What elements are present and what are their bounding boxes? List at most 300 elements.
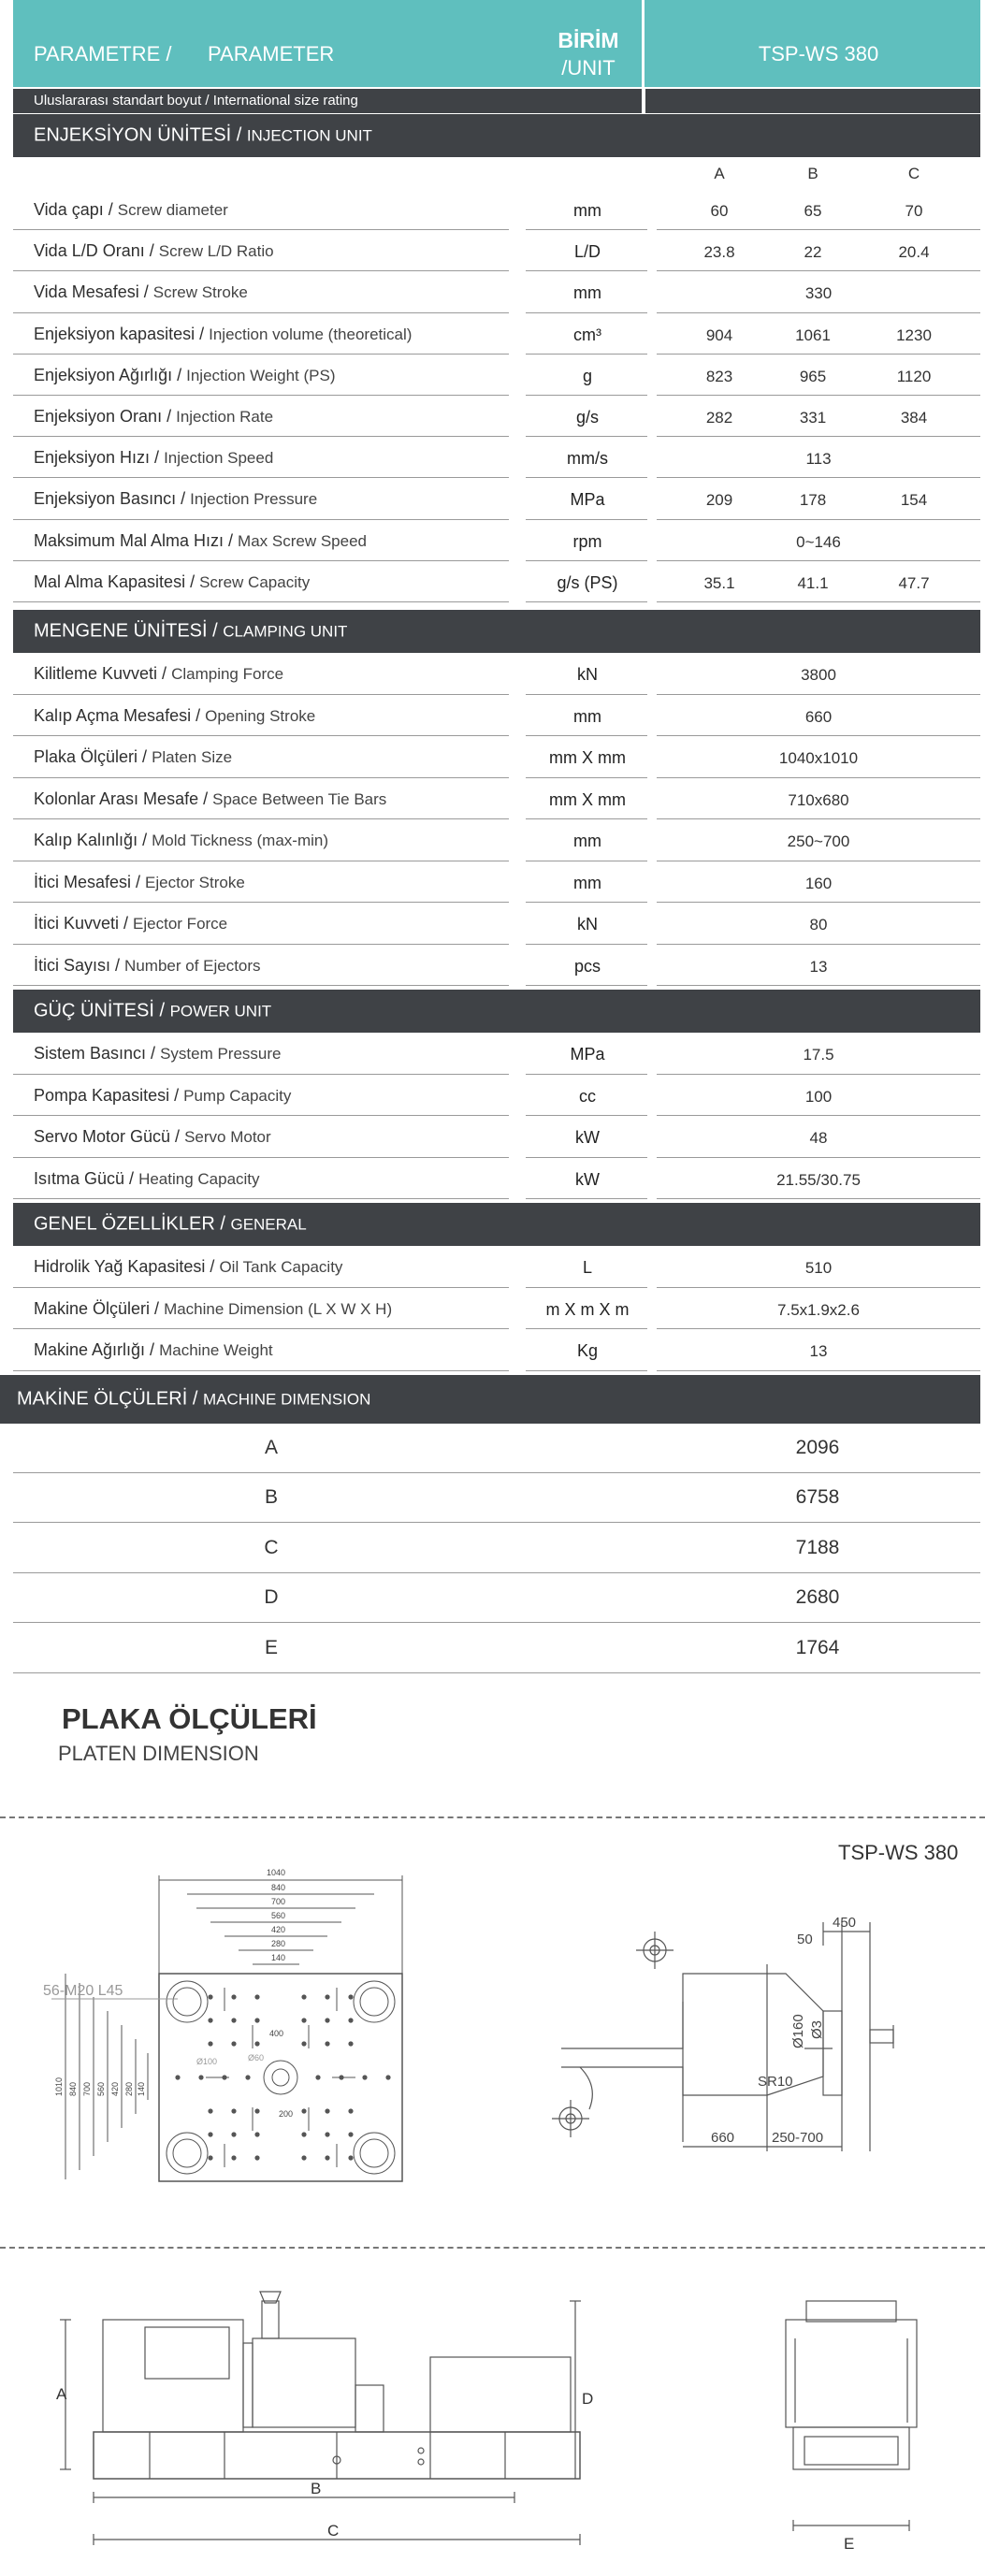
v-dim-280: 280	[124, 2081, 134, 2096]
dimension-value: 2680	[795, 1586, 840, 1608]
spec-label-en: Screw Stroke	[152, 283, 248, 302]
platen-hole	[325, 2041, 329, 2046]
platen-hole	[222, 2075, 226, 2079]
spec-value: 160	[804, 874, 833, 892]
platen-hole	[254, 2108, 259, 2113]
spec-label	[34, 282, 248, 302]
platen-side-drawing	[543, 1908, 935, 2189]
platen-model: TSP-WS 380	[838, 1841, 959, 1864]
platen-hole	[385, 2075, 390, 2079]
platen-hole	[245, 2075, 250, 2079]
spec-label-en: Machine Weight	[159, 1341, 273, 1359]
platen-hole	[231, 1994, 236, 1999]
spec-label	[34, 706, 315, 726]
spec-label-en: Servo Motor	[184, 1128, 271, 1146]
row-rule	[13, 1370, 509, 1371]
spec-row	[13, 653, 980, 695]
spec-row	[13, 478, 980, 519]
spec-unit: mm X mm	[549, 789, 626, 809]
spec-label-tr: İtici Sayısı /	[34, 955, 121, 975]
spec-row	[13, 1033, 980, 1075]
dimension-value: 7188	[795, 1536, 840, 1558]
platen-hole	[325, 2108, 329, 2113]
spec-unit: mm	[573, 873, 601, 892]
spec-label-tr: Kalıp Kalınlığı /	[34, 831, 148, 849]
spec-label	[34, 531, 367, 551]
dim-letter-d: D	[582, 2390, 594, 2408]
spec-value-c: 1230	[896, 326, 932, 344]
spec-value-a: 35.1	[703, 573, 735, 592]
platen-title: PLAKA ÖLÇÜLERİ	[62, 1702, 317, 1735]
unit-en-label: /UNIT	[561, 56, 616, 80]
injection-title-en: INJECTION UNIT	[246, 126, 372, 145]
platen-hole	[208, 2108, 212, 2113]
h-dim-420: 420	[271, 1925, 286, 1934]
spec-label	[34, 956, 261, 976]
platen-hole	[301, 2041, 306, 2046]
spec-label-en: Injection volume (theoretical)	[209, 325, 413, 343]
subheader-gap	[642, 89, 645, 113]
injection-column-header	[13, 157, 980, 189]
side-dim-50: 50	[797, 1932, 813, 1947]
platen-hole	[231, 2041, 236, 2046]
dimension-row	[13, 1524, 980, 1573]
spec-value-b: 178	[799, 491, 827, 510]
dim-letter-c: C	[327, 2522, 340, 2540]
spec-label-en: Platen Size	[152, 748, 233, 766]
machine-dimension-title-tr: MAKİNE ÖLÇÜLERİ /	[17, 1388, 198, 1409]
spec-label	[34, 241, 274, 261]
spec-label	[34, 1044, 282, 1064]
platen-hole	[348, 1994, 353, 1999]
spec-row	[13, 903, 980, 945]
spec-value-a: 823	[705, 367, 733, 385]
spec-value: 0~146	[796, 532, 841, 551]
platen-hole	[348, 2041, 353, 2046]
h-dim-560: 560	[271, 1911, 286, 1920]
center-dim-o60: Ø60	[248, 2053, 265, 2062]
platen-hole	[231, 2132, 236, 2136]
spec-value-b: 1061	[795, 326, 831, 344]
injection-title-tr: ENJEKSİYON ÜNİTESİ /	[34, 124, 242, 146]
spec-value: 13	[809, 1342, 828, 1360]
platen-hole	[198, 2075, 203, 2079]
row-rule	[13, 985, 509, 986]
h-dim-280: 280	[271, 1939, 286, 1948]
spec-row	[13, 437, 980, 478]
spec-label-en: System Pressure	[160, 1045, 282, 1063]
spec-label	[34, 1127, 271, 1147]
machine-dimension-title-en: MACHINE DIMENSION	[202, 1390, 371, 1408]
row-rule	[526, 601, 647, 602]
spec-label-tr: Kilitleme Kuvveti /	[34, 664, 167, 683]
spec-value: 48	[809, 1129, 828, 1147]
spec-row	[13, 355, 980, 396]
spec-value: 113	[805, 450, 832, 469]
center-dim-o100: Ø100	[196, 2057, 218, 2066]
spec-value-a: 209	[705, 491, 733, 510]
power-section-title	[34, 1001, 271, 1022]
machine-side-drawing	[37, 2282, 599, 2563]
row-rule	[657, 985, 980, 986]
spec-value: 510	[804, 1259, 833, 1277]
spec-row	[13, 861, 980, 904]
clamping-section-title	[34, 621, 347, 643]
spec-label-en: Machine Dimension (L X W X H)	[164, 1299, 393, 1318]
dim-letter-b: B	[311, 2480, 322, 2497]
row-rule	[657, 1198, 980, 1199]
spec-row	[13, 819, 980, 861]
column-a: A	[714, 165, 725, 182]
spec-label	[34, 448, 273, 468]
spec-label-tr: Enjeksiyon kapasitesi /	[34, 324, 205, 343]
dimension-row	[13, 1473, 980, 1523]
spec-row	[13, 1246, 980, 1288]
spec-unit: kW	[575, 1169, 600, 1189]
spec-unit: kN	[577, 915, 598, 933]
spec-label-tr: Servo Motor Gücü /	[34, 1127, 181, 1146]
spec-row	[13, 189, 980, 230]
center-dim-400: 400	[269, 2029, 284, 2038]
spec-label	[34, 747, 232, 767]
spec-label-tr: İtici Kuvveti /	[34, 914, 129, 933]
spec-unit: MPa	[570, 1045, 605, 1064]
spec-label-en: Injection Speed	[164, 449, 274, 468]
spec-label-en: Oil Tank Capacity	[219, 1258, 343, 1276]
power-title-tr: GÜÇ ÜNİTESİ /	[34, 1000, 166, 1021]
spec-label-tr: Hidrolik Yağ Kapasitesi /	[34, 1257, 215, 1276]
platen-hole	[231, 2018, 236, 2022]
spec-label-tr: Mal Alma Kapasitesi /	[34, 572, 196, 591]
spec-unit: mm	[573, 201, 601, 220]
spec-label-tr: Isıtma Gücü /	[34, 1168, 135, 1188]
dimension-row	[13, 1424, 980, 1473]
spec-label-en: Ejector Force	[133, 915, 228, 933]
v-dim-1010: 1010	[54, 2077, 64, 2096]
spec-label-tr: Plaka Ölçüleri /	[34, 747, 148, 766]
spec-value: 7.5x1.9x2.6	[777, 1300, 860, 1319]
spec-value-c: 1120	[896, 367, 932, 385]
spec-label-tr: Sistem Basıncı /	[34, 1044, 156, 1063]
row-rule	[13, 1198, 509, 1199]
spec-unit: L/D	[573, 242, 601, 262]
spec-label	[34, 1086, 291, 1106]
spec-label	[34, 200, 228, 220]
spec-value-c: 20.4	[898, 243, 930, 262]
side-dim-450: 450	[833, 1915, 857, 1931]
spec-label	[34, 789, 386, 809]
spec-unit: MPa	[570, 490, 605, 510]
spec-label-tr: İtici Mesafesi /	[34, 872, 141, 891]
spec-value: 250~700	[787, 832, 850, 850]
row-rule	[657, 1370, 980, 1371]
spec-label	[34, 366, 335, 385]
platen-subtitle: PLATEN DIMENSION	[58, 1742, 259, 1765]
spec-unit: cm³	[573, 325, 601, 344]
platen-hole	[175, 2075, 180, 2079]
row-rule	[13, 1672, 980, 1673]
spec-row	[13, 520, 980, 561]
spec-row	[13, 561, 980, 602]
platen-hole	[325, 2018, 329, 2022]
machine-dimension-section-header	[0, 1375, 980, 1424]
spec-label	[34, 325, 412, 344]
param-en-label: PARAMETER	[208, 42, 335, 65]
spec-label	[34, 914, 227, 933]
row-rule	[526, 1198, 647, 1199]
spec-unit: mm X mm	[549, 748, 626, 767]
spec-value-a: 282	[705, 409, 733, 427]
clamping-title-tr: MENGENE ÜNİTESİ /	[34, 620, 218, 642]
spec-row	[13, 1158, 980, 1200]
side-dim-o3: Ø3	[809, 2019, 825, 2039]
spec-label	[34, 664, 283, 684]
power-section-header	[13, 990, 980, 1033]
spec-row	[13, 945, 980, 987]
spec-label-en: Clamping Force	[171, 665, 284, 683]
platen-hole	[301, 2132, 306, 2136]
dimension-key: E	[264, 1636, 278, 1658]
platen-front-drawing	[37, 1857, 449, 2212]
spec-value: 1040x1010	[778, 749, 859, 767]
spec-value-a: 23.8	[703, 243, 735, 262]
spec-label	[34, 572, 310, 592]
v-dim-560: 560	[96, 2081, 106, 2096]
platen-hole	[301, 1994, 306, 1999]
platen-hole	[301, 2155, 306, 2160]
spec-row	[13, 1288, 980, 1330]
spec-unit: mm	[573, 283, 601, 303]
side-dim-sr10: SR10	[758, 2074, 793, 2090]
general-section-title	[34, 1214, 307, 1236]
spec-label-en: Heating Capacity	[138, 1169, 260, 1188]
unit-tr-label: BİRİM	[558, 28, 619, 52]
spec-label-en: Max Screw Speed	[238, 531, 367, 550]
platen-hole	[301, 2018, 306, 2022]
spec-value: 17.5	[803, 1046, 834, 1064]
platen-hole	[254, 2041, 259, 2046]
platen-hole	[348, 2018, 353, 2022]
spec-unit: Kg	[576, 1341, 599, 1360]
header-divider	[642, 0, 645, 87]
spec-label-en: Space Between Tie Bars	[212, 789, 387, 808]
power-title-en: POWER UNIT	[169, 1002, 272, 1020]
spec-value: 330	[804, 284, 833, 303]
dimension-value: 1764	[795, 1636, 840, 1658]
general-title-tr: GENEL ÖZELLİKLER /	[34, 1213, 225, 1235]
spec-label-tr: Makine Ölçüleri /	[34, 1298, 160, 1318]
spec-label-tr: Maksimum Mal Alma Hızı /	[34, 530, 234, 550]
row-rule	[657, 601, 980, 602]
dimension-key: A	[264, 1436, 278, 1458]
platen-hole	[208, 2132, 212, 2136]
dimension-value: 6758	[795, 1486, 840, 1508]
spec-row	[13, 396, 980, 437]
model-name: TSP-WS 380	[758, 42, 879, 65]
dim-letter-a: A	[56, 2385, 67, 2403]
spec-value-b: 331	[799, 409, 827, 427]
spec-label	[34, 1340, 273, 1360]
v-dim-700: 700	[82, 2081, 92, 2096]
spec-label-en: Opening Stroke	[205, 706, 316, 725]
h-dim-1040: 1040	[267, 1868, 286, 1877]
platen-hole	[362, 2075, 367, 2079]
spec-value-b: 965	[799, 367, 827, 385]
subheader-text: Uluslararası standart boyut / International size rating	[34, 93, 358, 109]
spec-value-b: 41.1	[797, 573, 829, 592]
platen-hole	[254, 2155, 259, 2160]
v-dim-840: 840	[68, 2081, 78, 2096]
column-c: C	[907, 165, 920, 182]
side-dim-o160: Ø160	[790, 2014, 806, 2048]
platen-hole	[254, 2132, 259, 2136]
machine-front-drawing	[767, 2282, 935, 2563]
spec-label	[34, 1299, 392, 1319]
platen-hole	[208, 2155, 212, 2160]
column-b: B	[807, 165, 818, 182]
spec-value-c: 47.7	[898, 573, 930, 592]
spec-label-tr: Vida Mesafesi /	[34, 282, 149, 302]
spec-label-en: Screw diameter	[117, 201, 228, 219]
center-dim-200: 200	[279, 2109, 294, 2119]
spec-label	[34, 1169, 260, 1189]
table-header	[13, 0, 980, 87]
clamping-section-header	[13, 610, 980, 653]
dimension-key: B	[264, 1486, 278, 1508]
spec-unit: cc	[579, 1086, 596, 1106]
platen-hole	[208, 2041, 212, 2046]
spec-label	[34, 1257, 342, 1277]
spec-unit: mm/s	[567, 449, 608, 469]
platen-hole	[208, 2018, 212, 2022]
spec-unit: g	[582, 366, 592, 385]
dimension-key: D	[264, 1586, 279, 1608]
platen-hole	[301, 2108, 306, 2113]
platen-hole	[208, 1994, 212, 1999]
spec-unit: kN	[577, 665, 598, 684]
spec-row	[13, 271, 980, 312]
spec-label-tr: Vida L/D Oranı /	[34, 241, 154, 261]
spec-label-en: Screw L/D Ratio	[158, 242, 274, 261]
spec-label-en: Number of Ejectors	[124, 956, 261, 975]
spec-value-c: 384	[900, 409, 928, 427]
platen-hole	[325, 1994, 329, 1999]
platen-hole	[315, 2075, 320, 2079]
spec-value-c: 70	[905, 202, 923, 220]
spec-unit: g/s (PS)	[557, 572, 618, 592]
platen-hole	[348, 2108, 353, 2113]
dimension-key: C	[264, 1536, 279, 1558]
spec-label-tr: Enjeksiyon Basıncı /	[34, 489, 186, 509]
spec-label-tr: Kalıp Açma Mesafesi /	[34, 705, 201, 725]
injection-section-title	[34, 125, 372, 147]
spec-value: 660	[804, 707, 833, 726]
spec-unit: mm	[573, 832, 601, 850]
spec-value-b: 22	[804, 243, 822, 262]
spec-unit: rpm	[572, 531, 602, 551]
spec-row	[13, 736, 980, 778]
platen-hole	[348, 2132, 353, 2136]
platen-hole	[231, 2155, 236, 2160]
spec-unit: g/s	[575, 408, 599, 427]
platen-hole	[231, 2108, 236, 2113]
spec-label-tr: Kolonlar Arası Mesafe /	[34, 789, 209, 808]
spec-unit: m X m X m	[545, 1299, 630, 1319]
platen-hole	[325, 2155, 329, 2160]
spec-label-en: Injection Rate	[176, 408, 274, 426]
general-section-header	[13, 1203, 980, 1246]
subheader-bar	[13, 89, 980, 113]
platen-hole	[339, 2075, 343, 2079]
spec-value: 21.55/30.75	[776, 1170, 861, 1189]
platen-hole	[325, 2132, 329, 2136]
clamping-title-en: CLAMPING UNIT	[223, 622, 348, 641]
spec-value-a: 904	[705, 326, 733, 344]
thread-note: 56-M20 L45	[43, 1983, 123, 1999]
spec-value: 710x680	[788, 790, 849, 809]
spec-label-en: Injection Weight (PS)	[186, 366, 336, 384]
h-dim-140: 140	[271, 1953, 286, 1962]
spec-label-tr: Enjeksiyon Hızı /	[34, 448, 160, 468]
spec-label-en: Mold Tickness (max-min)	[152, 832, 329, 849]
v-dim-140: 140	[137, 2081, 146, 2096]
row-rule	[526, 1370, 647, 1371]
spec-unit: L	[582, 1258, 592, 1277]
v-dim-420: 420	[110, 2081, 120, 2096]
spec-row	[13, 778, 980, 820]
spec-label-en: Pump Capacity	[183, 1086, 292, 1105]
h-dim-700: 700	[271, 1897, 286, 1906]
dashed-divider-top	[0, 1816, 985, 1818]
spec-label-tr: Enjeksiyon Oranı /	[34, 407, 172, 426]
spec-label-en: Ejector Stroke	[145, 873, 245, 891]
spec-label	[34, 407, 273, 427]
platen-hole	[348, 2155, 353, 2160]
spec-value: 80	[809, 916, 828, 933]
spec-value-c: 154	[900, 491, 928, 510]
spec-unit: mm	[573, 706, 601, 726]
spec-row	[13, 695, 980, 737]
row-rule	[526, 985, 647, 986]
spec-value-a: 60	[710, 202, 729, 220]
spec-label-tr: Vida çapı /	[34, 200, 113, 219]
spec-label	[34, 489, 317, 509]
dimension-row	[13, 1624, 980, 1673]
row-rule	[13, 601, 509, 602]
dim-letter-e: E	[844, 2535, 855, 2553]
spec-unit: pcs	[573, 956, 601, 976]
dimension-row	[13, 1573, 980, 1623]
spec-row	[13, 313, 980, 355]
machine-dimension-section-title	[17, 1388, 370, 1410]
dashed-divider-bottom	[0, 2247, 985, 2249]
spec-value-b: 65	[804, 202, 822, 220]
spec-label	[34, 831, 328, 850]
h-dim-840: 840	[271, 1883, 286, 1892]
param-tr-label: PARAMETRE /	[34, 42, 172, 65]
platen-hole	[254, 2018, 259, 2022]
spec-label-tr: Pompa Kapasitesi /	[34, 1085, 180, 1105]
general-title-en: GENERAL	[230, 1215, 307, 1234]
spec-label-tr: Enjeksiyon Ağırlığı /	[34, 365, 182, 384]
spec-label-tr: Makine Ağırlığı /	[34, 1340, 155, 1359]
spec-label	[34, 873, 245, 892]
platen-hole	[254, 1994, 259, 1999]
side-dim-250-700: 250-700	[772, 2130, 824, 2146]
spec-value: 3800	[801, 666, 836, 684]
spec-row	[13, 1329, 980, 1371]
spec-value: 100	[804, 1087, 833, 1106]
